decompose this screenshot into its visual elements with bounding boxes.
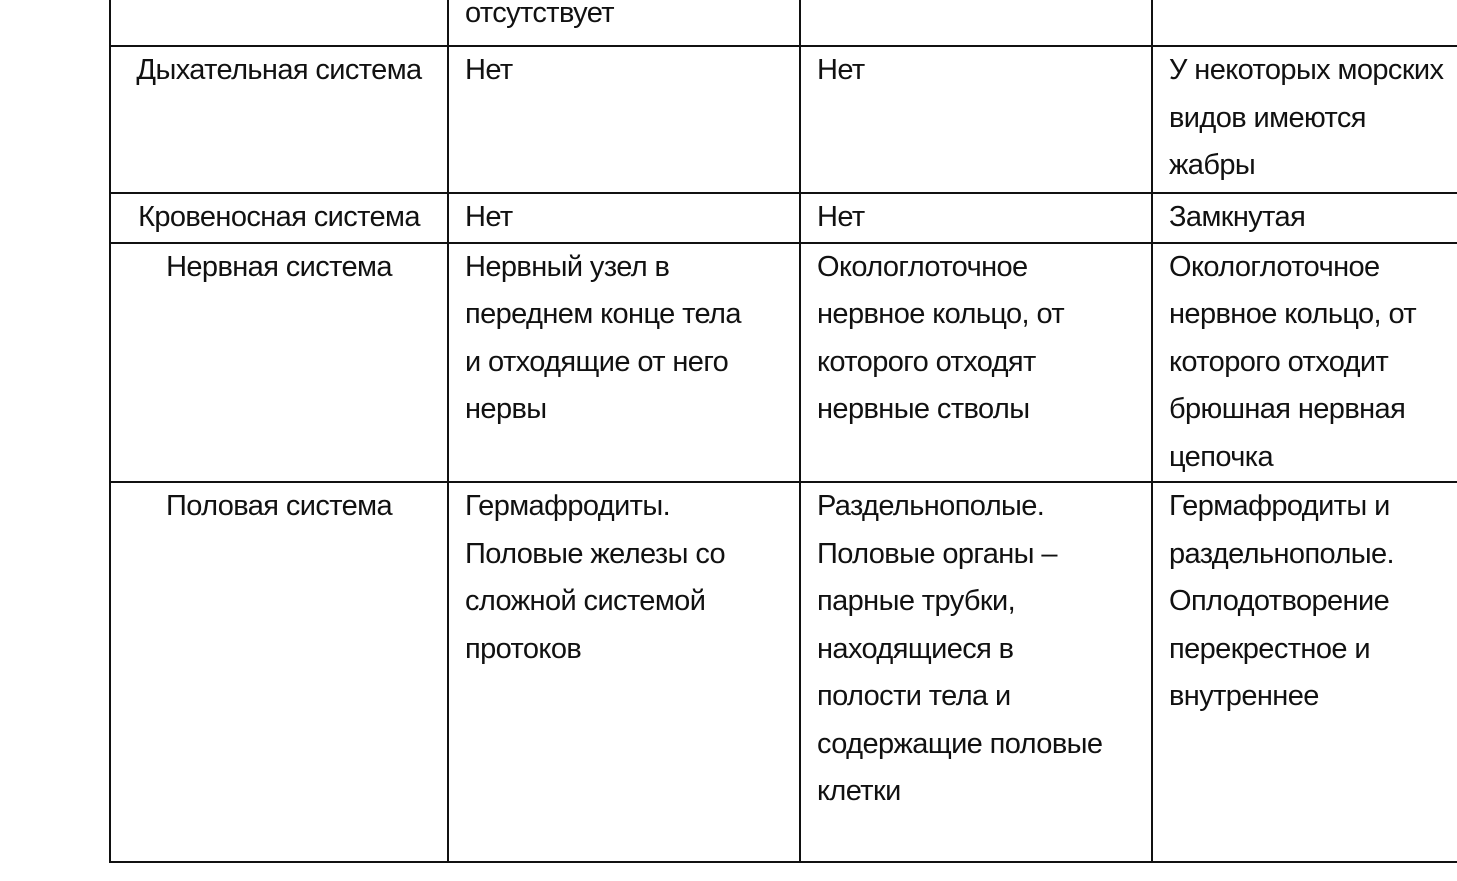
table-cell: У некоторых морских видов имеются жабры [1152,46,1457,193]
table-row-respiratory [110,46,1457,193]
row-header: Половая система [110,482,448,862]
table-cell: Нет [800,193,1152,243]
table-cell: Нет [800,46,1152,193]
table-cell: Нет [448,193,800,243]
table-cell: Окологлоточное нервное кольцо, от которого отходит брюшная нервная цепочка [1152,243,1457,483]
table-row-nervous [110,243,1457,483]
table-cell: Окологлоточное нервное кольцо, от которого отходят нервные стволы [800,243,1152,483]
table-cell [110,0,448,46]
table-row-circulatory [110,193,1457,243]
table-row-reproductive [110,482,1457,862]
table-row-truncated-top [110,0,1457,46]
row-header: Дыхательная система [110,46,448,193]
table-cell: Нет [448,46,800,193]
row-header: Нервная система [110,243,448,483]
table-cell [800,0,1152,46]
table-cell: Замкнутая [1152,193,1457,243]
comparison-table [109,0,1457,863]
row-header: Кровеносная система [110,193,448,243]
table-cell: Гермафродиты. Половые железы со сложной системой протоков [448,482,800,862]
table-cell: Нервный узел в переднем конце тела и отходящие от него нервы [448,243,800,483]
table-cell [1152,0,1457,46]
table-cell: Раздельнополые. Половые органы – парные трубки, находящиеся в полости тела и содержащие половые клетки [800,482,1152,862]
table-cell: отсутствует [448,0,800,46]
table-cell: Гермафродиты и раздельнополые. Оплодотворение перекрестное и внутреннее [1152,482,1457,862]
